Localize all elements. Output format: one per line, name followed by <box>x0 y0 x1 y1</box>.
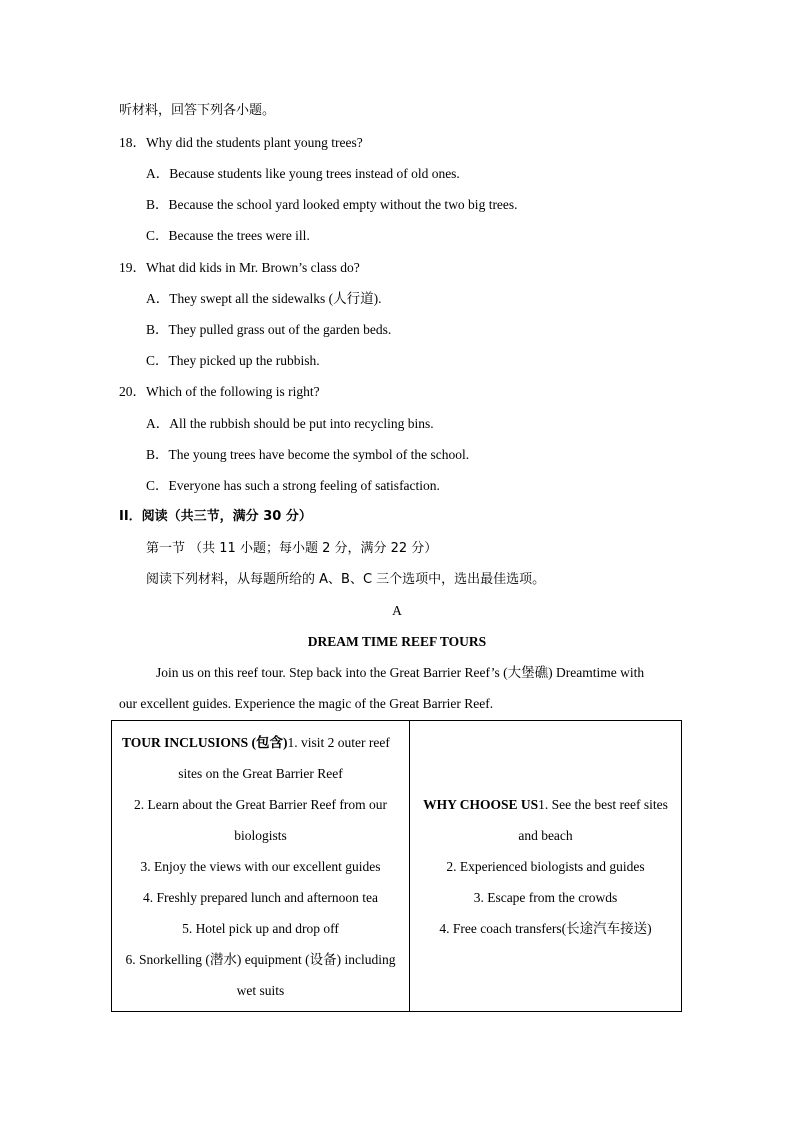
question-20: 20．Which of the following is right? <box>119 384 320 399</box>
option-18b: B．Because the school yard looked empty without the two big trees. <box>146 197 518 212</box>
why-choose-us-cell <box>410 721 682 1012</box>
part-heading: 第一节 （共 11 小题；每小题 2 分，满分 22 分） <box>146 541 438 556</box>
inclusion-line: 5. Hotel pick up and drop off <box>182 920 339 936</box>
option-19a: A．They swept all the sidewalks (人行道). <box>146 291 382 306</box>
reading-instruction: 阅读下列材料，从每题所给的 A、B、C 三个选项中，选出最佳选项。 <box>146 572 546 587</box>
option-18a: A．Because students like young trees instead of old ones. <box>146 166 460 181</box>
inclusion-line: 1. visit 2 outer reef <box>287 734 390 750</box>
tour-inclusions-first-line <box>118 727 403 758</box>
inclusion-line: 2. Learn about the Great Barrier Reef from our <box>133 796 387 812</box>
reason-line: and beach <box>518 827 573 843</box>
option-18c: C．Because the trees were ill. <box>146 228 310 243</box>
inclusion-line: sites on the Great Barrier Reef <box>178 765 343 781</box>
option-19b: B．They pulled grass out of the garden beds. <box>146 322 392 337</box>
inclusion-line: wet suits <box>236 982 285 998</box>
passage-letter: A <box>392 603 402 618</box>
inclusion-line: 4. Freshly prepared lunch and afternoon tea <box>142 889 379 905</box>
passage-paragraph-line-1: Join us on this reef tour. Step back into the Great Barrier Reef’s (大堡礁) Dreamtime with <box>156 665 645 680</box>
inclusion-line: 3. Enjoy the views with our excellent guides <box>140 858 381 874</box>
passage-title: DREAM TIME REEF TOURS <box>307 634 487 649</box>
reason-line: 3. Escape from the crowds <box>473 889 618 905</box>
inclusion-line: 6. Snorkelling (潜水) equipment (设备) including <box>125 951 396 967</box>
question-19: 19．What did kids in Mr. Brown’s class do? <box>119 260 360 275</box>
question-18: 18．Why did the students plant young trees? <box>119 135 363 150</box>
reason-line: 4. Free coach transfers(长途汽车接送) <box>439 920 652 936</box>
tour-info-table <box>111 720 682 1012</box>
listening-intro: 听材料，回答下列各小题。 <box>119 103 276 118</box>
why-choose-first-line <box>416 789 675 820</box>
inclusion-line: biologists <box>234 827 287 843</box>
why-choose-us-heading: WHY CHOOSE US <box>423 796 539 812</box>
option-20c: C．Everyone has such a strong feeling of satisfaction. <box>146 478 440 493</box>
option-20a: A．All the rubbish should be put into recycling bins. <box>146 416 434 431</box>
reason-line: 1. See the best reef sites <box>538 796 668 812</box>
tour-inclusions-heading: TOUR INCLUSIONS (包含) <box>122 734 288 750</box>
section-heading: II．阅读（共三节，满分 30 分） <box>119 509 312 524</box>
reason-line: 2. Experienced biologists and guides <box>446 858 645 874</box>
option-19c: C．They picked up the rubbish. <box>146 353 320 368</box>
tour-inclusions-cell <box>112 721 410 1012</box>
option-20b: B．The young trees have become the symbol of the school. <box>146 447 470 462</box>
passage-paragraph-line-2: our excellent guides. Experience the magic of the Great Barrier Reef. <box>119 696 494 711</box>
